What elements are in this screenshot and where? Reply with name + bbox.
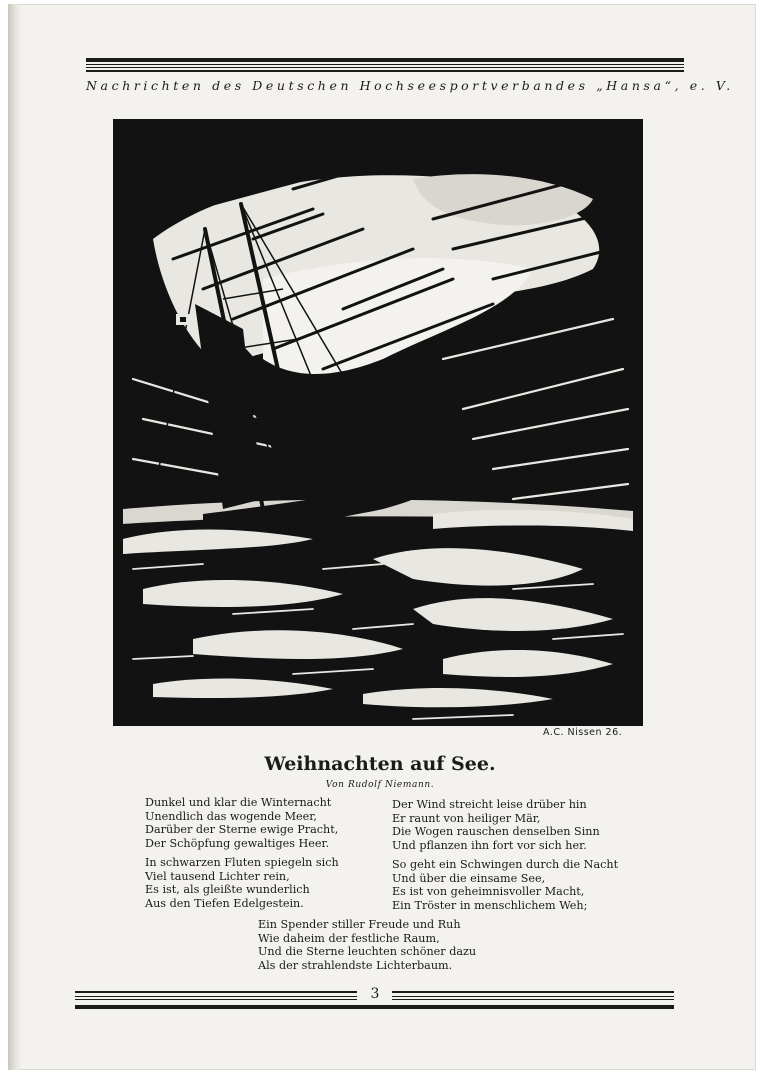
- stanza-line: So geht ein Schwingen durch die Nacht: [392, 858, 619, 871]
- stanza-line: Unendlich das wogende Meer,: [145, 809, 317, 823]
- header-rule-base: [86, 70, 684, 72]
- footer-rule-right-low: [392, 999, 674, 1000]
- header-rule-top: [86, 58, 684, 62]
- stanza-5: [258, 918, 476, 972]
- stanza-4: [392, 858, 618, 912]
- stanza-line: Viel tausend Lichter rein,: [145, 869, 290, 883]
- stanza-line: Und pflanzen ihn fort vor sich her.: [392, 838, 587, 852]
- page-spine-shadow: [8, 4, 22, 1070]
- stanza-line: Und über die einsame See,: [392, 871, 546, 885]
- stanza-line: Die Wogen rauschen denselben Sinn: [392, 825, 600, 839]
- stanza-line: Als der strahlendste Lichterbaum.: [258, 958, 453, 972]
- stanza-line: Es ist von geheimnisvoller Macht,: [392, 885, 585, 899]
- footer-rule-right-mid: [392, 996, 674, 997]
- header-rule-low: [86, 67, 684, 68]
- stanza-line: Und die Sterne leuchten schöner dazu: [258, 945, 477, 959]
- running-header: Nachrichten des Deutschen Hochseesportverbandes „Hansa“, e. V.: [86, 78, 734, 93]
- stanza-line: Der Schöpfung gewaltiges Heer.: [145, 836, 330, 850]
- stanza-line: Er raunt von heiliger Mär,: [392, 811, 541, 825]
- footer-rule-left-mid: [75, 996, 357, 997]
- stanza-line: Darüber der Sterne ewige Pracht,: [145, 823, 339, 837]
- page-number: 3: [370, 986, 380, 1002]
- stanza-line: Wie daheim der festliche Raum,: [258, 931, 440, 945]
- sailing-ship-illustration: [113, 119, 643, 726]
- stanza-line: Dunkel und klar die Winternacht: [145, 796, 332, 809]
- stanza-line: Es ist, als gleißte wunderlich: [145, 883, 310, 897]
- poem-byline: Von Rudolf Niemann.: [325, 780, 435, 790]
- stanza-line: In schwarzen Fluten spiegeln sich: [145, 856, 339, 869]
- footer-rule-left-low: [75, 999, 357, 1000]
- stanza-3: [392, 798, 600, 852]
- header-rule-mid: [86, 64, 684, 65]
- poem-title: Weihnachten auf See.: [264, 753, 496, 775]
- footer-rule-left-top: [75, 991, 357, 993]
- stanza-1: [145, 796, 338, 850]
- stanza-line: Ein Spender stiller Freude und Ruh: [258, 918, 461, 931]
- stanza-line: Aus den Tiefen Edelgestein.: [145, 896, 304, 910]
- stanza-line: Der Wind streicht leise drüber hin: [392, 798, 587, 811]
- footer-rule-base: [75, 1005, 674, 1009]
- footer-rule-right-top: [392, 991, 674, 993]
- stanza-line: Ein Tröster in menschlichem Weh;: [392, 898, 588, 912]
- artist-signature: A.C. Nissen 26.: [543, 727, 623, 738]
- stanza-2: [145, 856, 339, 910]
